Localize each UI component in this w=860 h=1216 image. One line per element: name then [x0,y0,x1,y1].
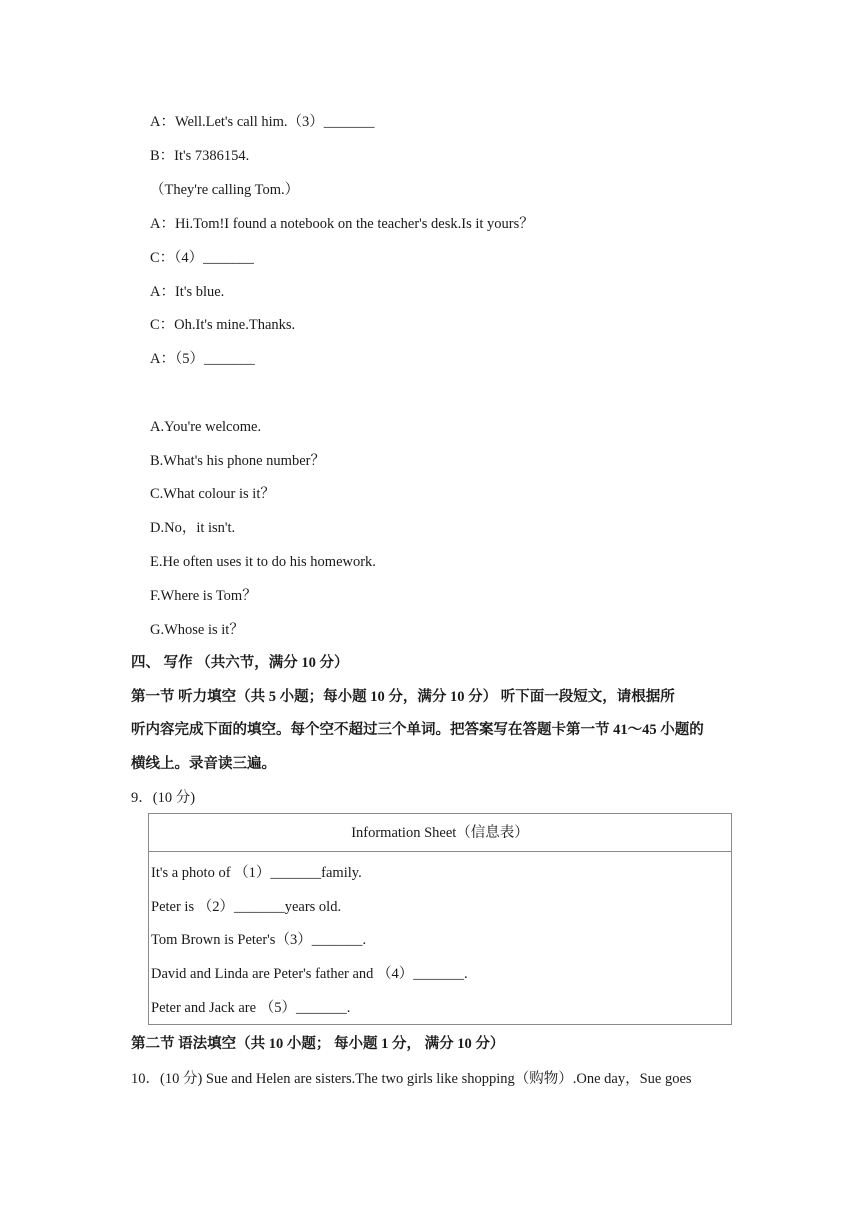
option-item: F.Where is Tom？ [150,588,257,604]
dialogue-line: A：Well.Let's call him.（3）_______ [150,114,375,130]
instruction-line: 横线上。录音读三遍。 [131,756,276,772]
info-sheet-row: Peter is （2）_______years old. [151,899,342,915]
dialogue-line: C：Oh.It's mine.Thanks. [150,317,296,333]
question-text: 10．(10 分) Sue and Helen are sisters.The two girls like shopping（购物）.One day，Sue goes [131,1071,692,1087]
option-item: A.You're welcome. [150,419,262,435]
option-item: E.He often uses it to do his homework. [150,554,376,570]
dialogue-line: （They're calling Tom.） [150,182,300,198]
dialogue-line: A：It's blue. [150,284,225,300]
info-sheet-row: Tom Brown is Peter's（3）_______. [151,932,367,948]
option-item: G.Whose is it？ [150,622,244,638]
info-sheet-row: David and Linda are Peter's father and （4）_______. [151,966,468,982]
section-heading: 四、 写作 （共六节，满分 10 分） [131,655,349,671]
question-label: 9．(10 分) [131,790,196,806]
dialogue-line: C：（4）_______ [150,250,254,266]
instruction-line: 第一节 听力填空（共 5 小题；每小题 10 分，满分 10 分） 听下面一段短文，请根据所 [131,689,675,705]
info-sheet-row: It's a photo of （1）_______family. [151,865,362,881]
dialogue-line: B：It's 7386154. [150,148,250,164]
section-heading: 第二节 语法填空（共 10 小题； 每小题 1 分， 满分 10 分） [131,1036,505,1052]
option-item: B.What's his phone number？ [150,453,325,469]
option-item: D.No，it isn't. [150,520,236,536]
info-sheet-row: Peter and Jack are （5）_______. [151,1000,351,1016]
dialogue-line: A：Hi.Tom!I found a notebook on the teacher's desk.Is it yours？ [150,216,534,232]
dialogue-line: A：（5）_______ [150,351,255,367]
option-item: C.What colour is it？ [150,486,275,502]
instruction-line: 听内容完成下面的填空。每个空不超过三个单词。把答案写在答题卡第一节 41～45 小题的 [131,722,704,738]
info-sheet-title: Information Sheet（信息表） [149,814,731,852]
info-sheet-table [148,813,732,1025]
